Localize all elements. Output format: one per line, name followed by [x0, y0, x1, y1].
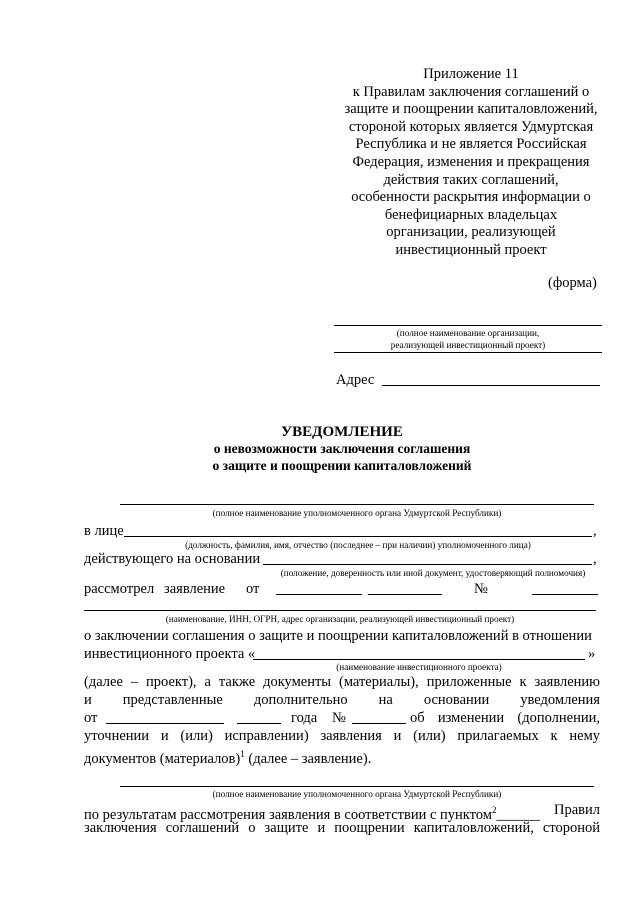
heading-sub-2: о защите и поощрении капиталовложений	[212, 458, 472, 473]
appendix-block	[336, 66, 606, 260]
para-line-3: (далее – проект), а также документы (материалы), приложенные к заявлению	[84, 674, 600, 690]
word: основании	[423, 692, 490, 708]
acting-label: действующего на основании	[84, 551, 261, 567]
heading-title: УВЕДОМЛЕНИЕ	[281, 424, 403, 440]
word: и	[84, 692, 92, 708]
para-line-4	[84, 691, 600, 709]
recipient-name-line	[334, 325, 602, 326]
footnote-ref-1: 1	[240, 749, 245, 759]
appendix-line: инвестиционный проект	[395, 241, 547, 258]
application-label: заявление	[164, 581, 226, 597]
p5-date-line-2	[237, 723, 281, 724]
basis-line	[263, 564, 592, 565]
org-line	[84, 610, 596, 611]
reviewed-label: рассмотрел	[84, 581, 155, 597]
comma: ,	[593, 523, 597, 539]
authority-line-2	[120, 786, 594, 787]
para-line-7	[84, 745, 371, 768]
p5-from: от	[84, 710, 98, 726]
recipient-name-line-2	[334, 352, 602, 353]
para-line-8	[84, 801, 600, 823]
project-label: инвестиционного проекта «	[84, 646, 256, 662]
appendix-title: Приложение 11	[423, 66, 519, 82]
appendix-line: стороной которых является Удмуртская	[348, 118, 594, 135]
heading-sub-1: о невозможности заключения соглашения	[213, 441, 471, 456]
basis-hint: (положение, доверенность или иной документ, удостоверяющий полномочия)	[280, 568, 586, 578]
project-close-quote: »	[588, 646, 596, 662]
appendix-line: особенности раскрытия информации о	[351, 189, 591, 206]
address-line	[382, 385, 600, 386]
project-line	[253, 659, 585, 660]
p8-text-b: Правил	[554, 802, 600, 818]
person-hint: (должность, фамилия, имя, отчество (последнее – при наличии) уполномоченного лица)	[185, 540, 531, 550]
appendix-line: бенефициарных владельцах	[384, 206, 558, 223]
number-line	[532, 594, 598, 595]
p8-text-a: по результатам рассмотрения заявления в соответствии с пунктом	[84, 806, 492, 823]
appendix-line: Федерация, изменения и прекращения	[352, 153, 590, 170]
appendix-line: к Правилам заключения соглашений о	[352, 83, 590, 100]
person-line	[124, 536, 592, 537]
word: представленные	[122, 692, 223, 708]
footnote-ref-2: 2	[491, 805, 497, 815]
recipient-hint-2: реализующей инвестиционный проект)	[390, 340, 546, 350]
p5-number: №	[332, 710, 346, 726]
p5-rest: об изменении (дополнении,	[410, 710, 600, 726]
word: на	[378, 692, 393, 708]
para-line-6: уточнении и (или) исправлении) заявления и (или) прилагаемых к нему	[84, 728, 600, 744]
from-label: от	[246, 581, 260, 597]
address-label: Адрес	[336, 372, 375, 388]
p8-blank: ______	[496, 806, 540, 823]
in-person-label: в лице	[84, 523, 124, 539]
form-label: (форма)	[548, 275, 597, 291]
p8-text-a-wrap	[84, 801, 540, 823]
appendix-line: организации, реализующей	[386, 224, 556, 241]
p7-text-b: (далее – заявление).	[244, 750, 372, 767]
date-line-2	[368, 594, 442, 595]
authority-hint-2: (полное наименование уполномоченного органа Удмуртской Республики)	[212, 789, 502, 799]
project-hint: (наименование инвестиционного проекта)	[336, 662, 502, 672]
authority-hint: (полное наименование уполномоченного органа Удмуртской Республики)	[212, 508, 502, 518]
authority-line	[120, 504, 594, 505]
number-label: №	[474, 581, 488, 597]
org-hint: (наименование, ИНН, ОГРН, адрес организации, реализующей инвестиционный проект)	[165, 614, 515, 624]
para-line-1: о заключении соглашения о защите и поощрении капиталовложений в отношении	[84, 628, 592, 644]
appendix-line: действия таких соглашений,	[383, 171, 559, 188]
word: дополнительно	[253, 692, 348, 708]
date-line-1	[276, 594, 362, 595]
appendix-line: защите и поощрении капиталовложений,	[344, 101, 598, 118]
recipient-hint-1: (полное наименование организации,	[396, 328, 540, 338]
para-line-9: заключения соглашений о защите и поощрении капиталовложений, стороной	[84, 820, 600, 836]
comma-2: ,	[593, 551, 597, 567]
p5-date-line-1	[106, 723, 224, 724]
p5-year: года	[291, 710, 318, 726]
p7-text-a: документов (материалов)	[84, 750, 241, 767]
word: уведомления	[520, 692, 600, 708]
p5-number-line	[352, 723, 406, 724]
appendix-line: Республика и не является Российская	[355, 136, 587, 153]
